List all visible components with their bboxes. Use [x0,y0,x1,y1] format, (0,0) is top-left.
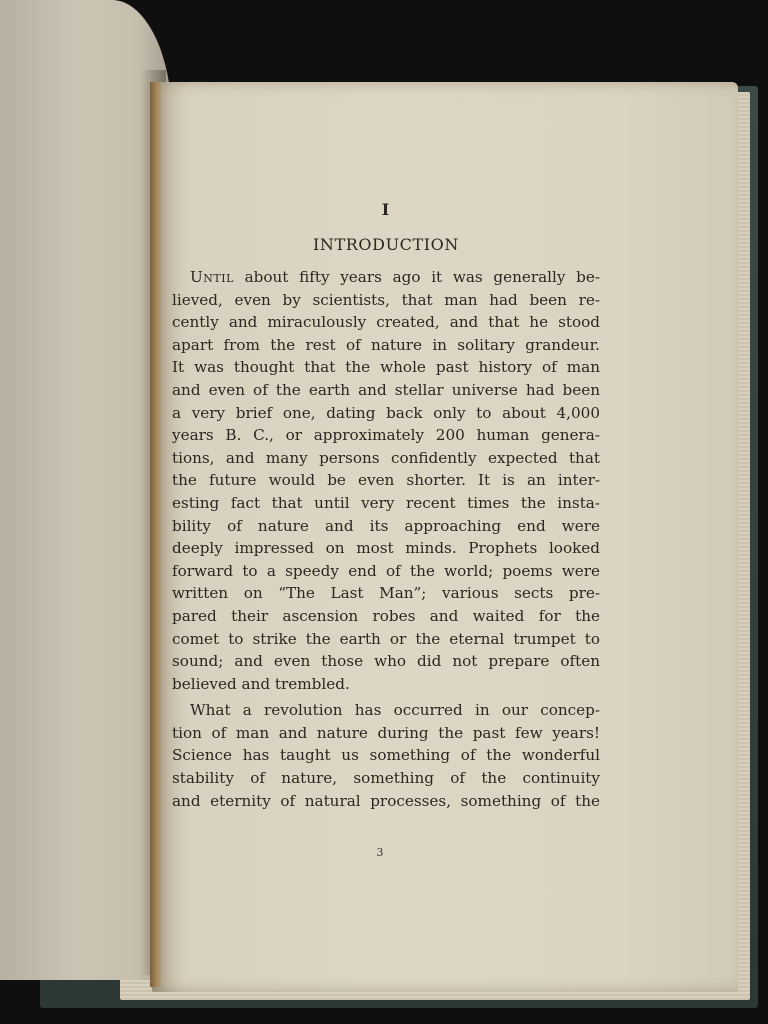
text-line: tions, and many persons confidently expected that [172,448,600,467]
book-gutter [150,82,162,987]
text-line: Until about fifty years ago it was generally be- [190,268,600,286]
text-line: the future would be even shorter. It is an inter- [172,471,600,490]
text-line: and eternity of natural processes, something of the [172,791,600,810]
text-line: pared their ascension robes and waited for the [172,606,600,625]
text-line: stability of nature, something of the continuity [172,769,600,788]
text-line: sound; and even those who did not prepare often [172,652,600,671]
page-number: 3 [376,846,384,859]
text-line: Science has taught us something of the wonderful [172,746,600,765]
text-line: written on “The Last Man”; various sects pre- [172,584,600,603]
text-line: apart from the rest of nature in solitary grandeur. [172,335,600,354]
text-line: a very brief one, dating back only to about 4,000 [172,403,600,422]
paragraph-1 [172,266,600,695]
text-line: years B. C., or approximately 200 human genera- [172,426,600,445]
chapter-title: INTRODUCTION [312,235,460,254]
text-line: tion of man and nature during the past few years! [172,723,600,742]
drop-lead: Until [190,268,234,286]
text-line: lieved, even by scientists, that man had been re- [172,290,600,309]
text-line: believed and trembled. [172,674,350,693]
text-line: What a revolution has occurred in our concep- [190,701,600,720]
page-text [172,200,600,812]
text-line: It was thought that the whole past history of man [172,358,600,377]
text-line: and even of the earth and stellar universe had been [172,380,600,399]
text-line: cently and miraculously created, and that he stood [172,313,600,332]
text-line: bility of nature and its approaching end were [172,516,600,535]
text-line: comet to strike the earth or the eternal trumpet to [172,629,600,648]
text-line: esting fact that until very recent times the insta- [172,493,600,512]
paragraph-2 [172,699,600,812]
chapter-number: I [381,200,391,219]
text-line: deeply impressed on most minds. Prophets looked [172,539,600,558]
text-line: forward to a speedy end of the world; poems were [172,561,600,580]
